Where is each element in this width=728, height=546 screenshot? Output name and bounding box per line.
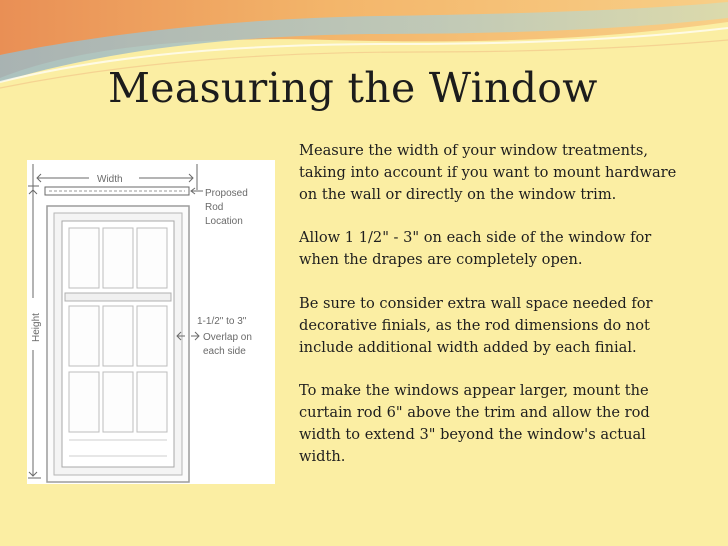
paragraph-allow-overlap: Allow 1 1/2" - 3" on each side of the window for when the drapes are completely open. xyxy=(299,229,652,269)
rod-label-line-3: Location xyxy=(205,216,243,227)
paragraph-measure-width: Measure the width of your window treatments, taking into account if you want to mount hardware on the wall or directly on the window trim. xyxy=(299,142,677,203)
height-label: Height xyxy=(31,313,42,342)
paragraph-finials: Be sure to consider extra wall space needed for decorative finials, as the rod dimensions do not include additional width added by each finial. xyxy=(299,294,653,356)
slide-title: Measuring the Window xyxy=(108,64,598,112)
width-label: Width xyxy=(97,174,123,185)
overlap-label-line-1: 1-1/2" to 3" xyxy=(197,316,247,327)
instructions-text xyxy=(299,140,689,490)
overlap-label-line-3: each side xyxy=(203,346,246,357)
overlap-label-line-2: Overlap on xyxy=(203,332,252,343)
rod-label-line-2: Rod xyxy=(205,202,224,213)
rod-label-line-1: Proposed xyxy=(205,188,248,199)
paragraph-appear-larger: To make the windows appear larger, mount the curtain rod 6" above the trim and allow the rod width to extend 3" beyond the window's actual width. xyxy=(299,382,650,465)
window-measurement-diagram xyxy=(27,160,275,484)
